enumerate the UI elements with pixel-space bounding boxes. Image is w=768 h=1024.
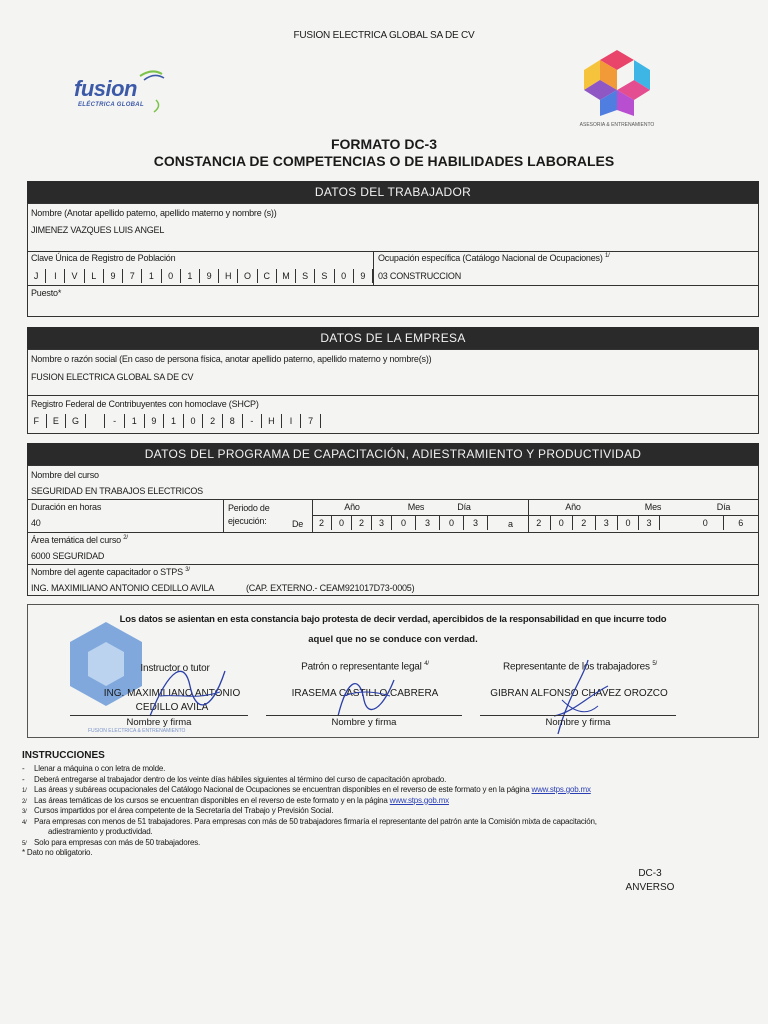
logo-caption: ASESORIA & ENTRENAMIENTO <box>579 122 655 128</box>
instrucciones-list <box>22 764 722 859</box>
instruccion-item <box>22 848 722 859</box>
agente-extra: (CAP. EXTERNO.- CEAM921017D73-0005) <box>246 583 415 593</box>
fusion-logo-sub: ELÉCTRICA GLOBAL <box>78 102 144 108</box>
form-title: FORMATO DC-3 <box>330 136 438 152</box>
fin-anio-cell[interactable]: 2 <box>573 516 596 530</box>
instruccion-text: Las áreas temáticas de los cursos se encuentran disponibles en el reverso de este formato y en la página <box>34 795 388 805</box>
rfc-cell[interactable]: 2 <box>203 414 223 428</box>
inicio-mes-cells[interactable] <box>392 516 440 530</box>
footer-code: DC-3 <box>638 868 662 879</box>
rfc-cell[interactable] <box>86 414 106 428</box>
repr-note: 5/ <box>652 661 658 667</box>
rfc-cell[interactable]: E <box>47 414 67 428</box>
rfc-cell[interactable]: 9 <box>145 414 165 428</box>
rfc-cell[interactable]: 8 <box>223 414 243 428</box>
fin-mes-cell[interactable]: 0 <box>618 516 639 530</box>
area-value[interactable]: 6000 SEGURIDAD <box>31 551 105 561</box>
instruccion-text: * Dato no obligatorio. <box>22 848 93 857</box>
inicio-anio-cell[interactable]: 2 <box>312 516 332 530</box>
fin-dia-cell[interactable]: 0 <box>688 516 724 530</box>
inicio-anio-cells[interactable] <box>312 516 392 530</box>
inicio-mes-cell[interactable]: 0 <box>392 516 416 530</box>
fusion-logo-word: fusion <box>74 76 137 101</box>
inicio-anio-cell[interactable]: 2 <box>352 516 372 530</box>
duracion-value[interactable]: 40 <box>31 518 41 528</box>
instruccion-text: Llenar a máquina o con letra de molde. <box>34 764 166 773</box>
repr-firma-label: Nombre y firma <box>545 717 611 728</box>
curp-cell[interactable]: I <box>46 269 65 283</box>
periodo-label-2: ejecución: <box>228 516 267 526</box>
agente-note: 3/ <box>185 567 190 573</box>
rfc-cell[interactable]: G <box>66 414 86 428</box>
instructor-name-2: CEDILLO AVILA <box>135 702 209 713</box>
instructor-label: Instructor o tutor <box>140 663 210 674</box>
instruccion-text: adiestramiento y productividad. <box>48 827 153 836</box>
instruccion-mark: - <box>22 764 25 773</box>
agente-label-text: Nombre del agente capacitador o STPS <box>31 567 183 577</box>
instruccion-mark: - <box>22 774 25 784</box>
rfc-cell[interactable]: - <box>243 414 263 428</box>
area-label-text: Área temática del curso <box>31 535 121 545</box>
nombre-value[interactable]: JIMENEZ VAZQUES LUIS ANGEL <box>31 225 165 235</box>
footer-side: ANVERSO <box>625 882 675 893</box>
area-note: 2/ <box>123 535 128 541</box>
curp-cell[interactable]: O <box>238 269 257 283</box>
curp-cell[interactable]: C <box>258 269 277 283</box>
fin-anio-cell[interactable]: 3 <box>596 516 619 530</box>
ocupacion-value[interactable]: 03 CONSTRUCCION <box>378 271 462 281</box>
curp-cell[interactable]: J <box>27 269 46 283</box>
curso-value[interactable]: SEGURIDAD EN TRABAJOS ELECTRICOS <box>31 486 203 496</box>
inicio-anio-label: Año <box>344 502 360 512</box>
curp-cell[interactable]: 1 <box>181 269 200 283</box>
inicio-anio-cell[interactable]: 3 <box>372 516 392 530</box>
rfc-cell[interactable]: 1 <box>164 414 184 428</box>
declaracion-line-2: aquel que no se conduce con verdad. <box>308 634 478 645</box>
instruccion-text: Las áreas y subáreas ocupacionales del Catálogo Nacional de Ocupaciones se encuentran disponibles en el reverso de este formato y en la página <box>34 785 530 794</box>
inicio-dia-label: Día <box>457 502 471 512</box>
inicio-anio-cell[interactable]: 0 <box>332 516 352 530</box>
duracion-label: Duración en horas <box>31 502 102 512</box>
curp-cell[interactable]: S <box>296 269 315 283</box>
instruccion-text: Solo para empresas con más de 50 trabajadores. <box>34 837 201 847</box>
patron-firma-label: Nombre y firma <box>331 717 397 728</box>
rfc-cell[interactable]: 0 <box>184 414 204 428</box>
a-label: a <box>508 519 513 529</box>
curp-cell[interactable]: 0 <box>335 269 354 283</box>
curp-cell[interactable]: 1 <box>142 269 161 283</box>
patron-note: 4/ <box>424 661 429 667</box>
instruccion-text: Cursos impartidos por el área competente de la Secretaría del Trabajo y Previsión Social. <box>34 806 334 815</box>
stps-link[interactable]: www.stps.gob.mx <box>531 785 591 794</box>
de-label: De <box>292 519 304 529</box>
inicio-dia-cell[interactable]: 0 <box>440 516 464 530</box>
stamp-caption: FUSION ELECTRICA & ENTRENAMIENTO <box>88 728 186 734</box>
fin-anio-cell[interactable]: 0 <box>551 516 574 530</box>
rfc-cells[interactable] <box>27 414 321 428</box>
inicio-dia-cell[interactable]: 3 <box>464 516 488 530</box>
section-band-empresa: DATOS DE LA EMPRESA <box>27 327 759 349</box>
curso-label: Nombre del curso <box>31 470 99 480</box>
instruccion-item <box>22 775 722 786</box>
hex-cross-logo <box>572 46 662 130</box>
rfc-cell[interactable]: I <box>282 414 302 428</box>
instruccion-item <box>22 785 722 796</box>
curp-cell[interactable]: 9 <box>200 269 219 283</box>
instruccion-mark: 5/ <box>22 840 27 847</box>
instruccion-item <box>22 827 722 838</box>
instructor-firma-label: Nombre y firma <box>126 717 192 728</box>
curp-cell[interactable]: V <box>65 269 84 283</box>
instruccion-mark: 4/ <box>22 819 27 826</box>
curp-cells[interactable] <box>27 269 373 283</box>
instruccion-item <box>22 838 722 849</box>
instruccion-mark: 3/ <box>22 809 27 815</box>
rfc-label: Registro Federal de Contribuyentes con homoclave (SHCP) <box>31 399 259 409</box>
ocupacion-note: 1/ <box>604 253 610 259</box>
razon-value[interactable]: FUSION ELECTRICA GLOBAL SA DE CV <box>31 372 194 382</box>
fin-anio-cells[interactable] <box>528 516 618 530</box>
instruccion-item <box>22 796 722 807</box>
rfc-cell[interactable]: H <box>262 414 282 428</box>
curp-cell[interactable]: L <box>85 269 104 283</box>
fin-anio-cell[interactable]: 2 <box>528 516 551 530</box>
declaracion-line-1: Los datos se asientan en esta constancia bajo protesta de decir verdad, apercibidos de la responsabilidad en que incurre todo <box>119 614 667 625</box>
instruccion-item <box>22 764 722 775</box>
instructor-name-1: ING. MAXIMILIANO ANTONIO <box>103 688 241 699</box>
fusion-logo <box>70 66 180 116</box>
rfc-cell[interactable]: - <box>105 414 125 428</box>
repr-name: GIBRAN ALFONSO CHAVEZ OROZCO <box>490 688 668 699</box>
fin-mes-cells[interactable] <box>618 516 660 530</box>
curp-cell[interactable]: H <box>219 269 238 283</box>
inicio-mes-cell[interactable]: 3 <box>416 516 440 530</box>
hex-cross-logo-icon <box>572 46 662 122</box>
stps-link[interactable]: www.stps.gob.mx <box>389 795 449 805</box>
fin-mes-label: Mes <box>644 502 662 512</box>
repr-label-text: Representante de los trabajadores <box>502 661 650 673</box>
section-band-trabajador: DATOS DEL TRABAJADOR <box>27 181 759 203</box>
fin-mes-cell[interactable]: 3 <box>639 516 660 530</box>
curp-cell[interactable]: 0 <box>162 269 181 283</box>
instruccion-item <box>22 817 722 828</box>
form-subtitle: CONSTANCIA DE COMPETENCIAS O DE HABILIDADES LABORALES <box>153 153 615 169</box>
curp-cell[interactable]: S <box>315 269 334 283</box>
rfc-cell[interactable]: F <box>27 414 47 428</box>
curp-cell[interactable]: M <box>277 269 296 283</box>
fin-anio-label: Año <box>565 502 581 512</box>
instruccion-text: Deberá entregarse al trabajador dentro de los veinte días hábiles siguientes al término del curso de capacitación aprobado. <box>34 774 447 784</box>
instruccion-mark: 2/ <box>22 798 27 805</box>
instruccion-text: Para empresas con menos de 51 trabajadores. Para empresas con más de 50 trabajadores firmaría el representante del patrón ante la Comisión mixta de capacitación, <box>34 816 597 826</box>
agente-label <box>31 567 190 577</box>
ocupacion-label-text: Ocupación específica (Catálogo Nacional de Ocupaciones) <box>378 253 603 263</box>
curp-cell[interactable]: 9 <box>104 269 123 283</box>
patron-label-text: Patrón o representante legal <box>301 661 422 673</box>
razon-label: Nombre o razón social (En caso de persona física, anotar apellido paterno, apellido materno y nombre(s)) <box>31 354 432 364</box>
patron-name: IRASEMA CASTILLO CABRERA <box>291 688 439 699</box>
section-band-programa: DATOS DEL PROGRAMA DE CAPACITACIÓN, ADIESTRAMIENTO Y PRODUCTIVIDAD <box>27 443 759 465</box>
inicio-dia-cells[interactable] <box>440 516 488 530</box>
periodo-label-1: Periodo de <box>228 503 270 513</box>
company-header: FUSION ELECTRICA GLOBAL SA DE CV <box>293 30 475 41</box>
agente-value[interactable]: ING. MAXIMILIANO ANTONIO CEDILLO AVILA <box>31 583 215 593</box>
ocupacion-label <box>378 253 610 263</box>
puesto-label: Puesto* <box>31 288 62 298</box>
fin-dia-cell[interactable]: 6 <box>724 516 760 530</box>
nombre-label: Nombre (Anotar apellido paterno, apellido materno y nombre (s)) <box>31 208 277 218</box>
fin-dia-cells[interactable] <box>688 516 759 530</box>
instrucciones-title: INSTRUCCIONES <box>22 750 105 761</box>
fin-dia-label: Día <box>716 502 731 512</box>
curp-label: Clave Única de Registro de Población <box>31 253 176 263</box>
instruccion-item <box>22 806 722 817</box>
inicio-mes-label: Mes <box>407 502 425 512</box>
curp-cell[interactable]: 9 <box>354 269 373 283</box>
rfc-cell[interactable]: 7 <box>301 414 321 428</box>
instruccion-mark: 1/ <box>22 788 27 794</box>
area-label <box>31 535 128 545</box>
curp-cell[interactable]: 7 <box>123 269 142 283</box>
rfc-cell[interactable]: 1 <box>125 414 145 428</box>
